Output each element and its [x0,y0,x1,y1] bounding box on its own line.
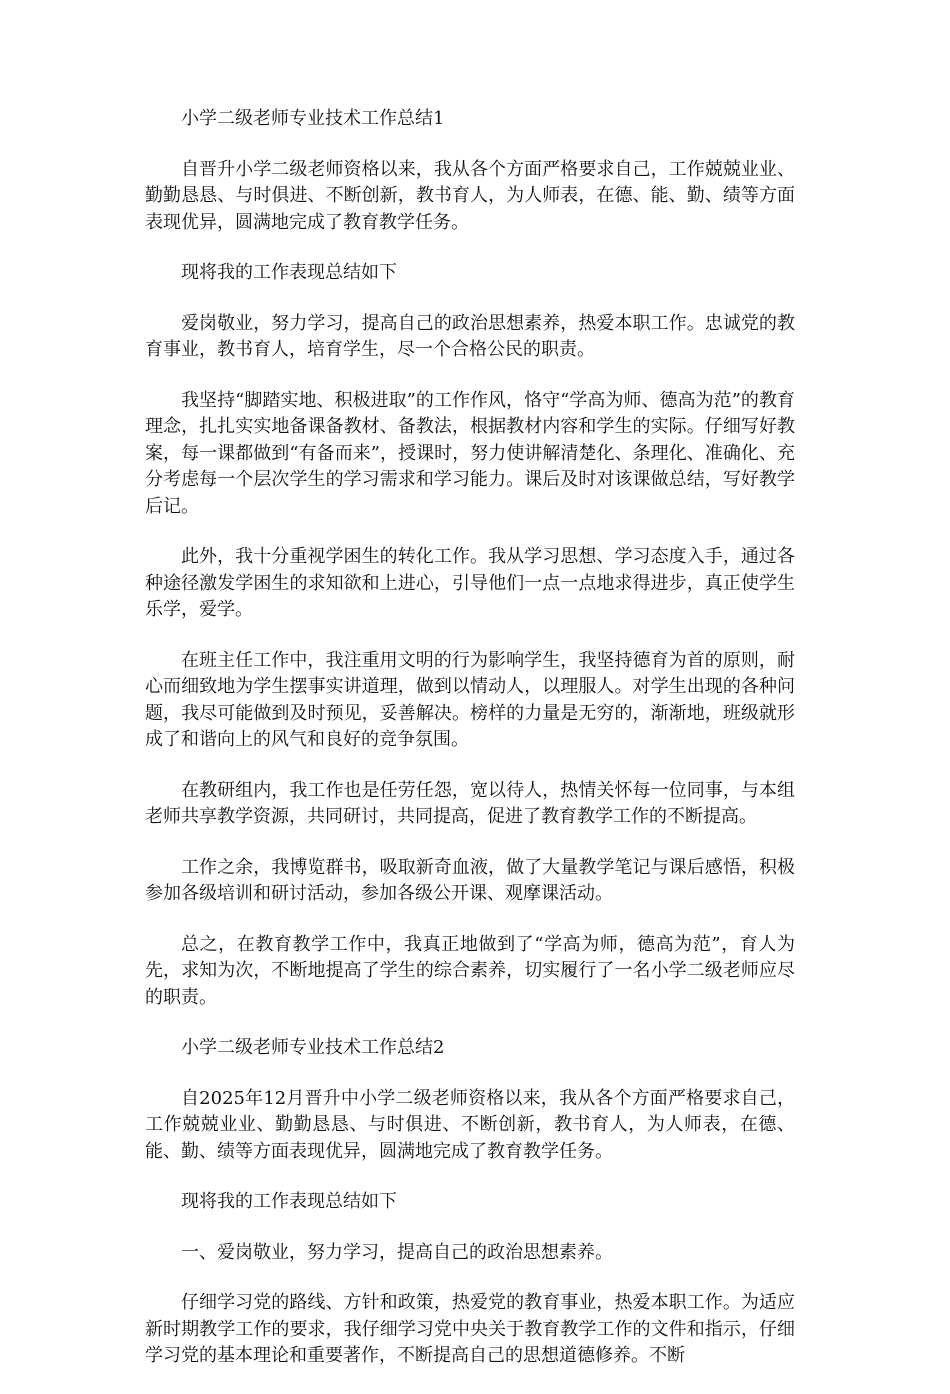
section-title-1: 小学二级老师专业技术工作总结1 [181,108,445,129]
section-title-2: 小学二级老师专业技术工作总结2 [181,1037,445,1058]
paragraph: 此外，我十分重视学困生的转化工作。我从学习思想、学习态度入手，通过各种途径激发学困生的求知欲和上进心，引导他们一点一点地求得进步，真正使学生乐学，爱学。 [145,546,795,620]
document-body [145,106,795,1394]
paragraph: 自2025年12月晋升中小学二级老师资格以来，我从各个方面严格要求自己，工作兢兢业业、勤勤恳恳、与时俱进、不断创新，教书育人，为人师表，在德、能、勤、绩等方面表现优异，圆满地完成了教育教学任务。 [145,1087,795,1162]
paragraph: 总之，在教育教学工作中，我真正地做到了“学高为师，德高为范”，育人为先，求知为次，不断地提高了学生的综合素养，切实履行了一名小学二级老师应尽的职责。 [145,933,795,1008]
paragraph: 在班主任工作中，我注重用文明的行为影响学生，我坚持德育为首的原则，耐心而细致地为学生摆事实讲道理，做到以情动人，以理服人。对学生出现的各种问题，我尽可能做到及时预见，妥善解决。榜样的力量是无穷的，渐渐地，班级就形成了和谐向上的风气和良好的竞争氛围。 [145,649,795,750]
paragraph: 现将我的工作表现总结如下 [181,1191,397,1212]
paragraph: 自晋升小学二级老师资格以来，我从各个方面严格要求自己，工作兢兢业业、勤勤恳恳、与时俱进、不断创新，教书育人，为人师表，在德、能、勤、绩等方面表现优异，圆满地完成了教育教学任务。 [145,158,795,233]
paragraph: 我坚持“脚踏实地、积极进取”的工作作风，恪守“学高为师、德高为范”的教育理念，扎扎实实地备课备教材、备教法，根据教材内容和学生的实际。仔细写好教案，每一课都做到“有备而来”，授课时，努力使讲解清楚化、条理化、准确化、充分考虑每一个层次学生的学习需求和学习能力。课后及时对该课做总结，写好教学后记。 [145,389,795,517]
paragraph: 在教研组内，我工作也是任劳任怨，宽以待人，热情关怀每一位同事，与本组老师共享教学资源，共同研讨，共同提高，促进了教育教学工作的不断提高。 [145,779,795,827]
paragraph: 爱岗敬业，努力学习，提高自己的政治思想素养，热爱本职工作。忠诚党的教育事业，教书育人，培育学生，尽一个合格公民的职责。 [145,312,795,360]
paragraph: 仔细学习党的路线、方针和政策，热爱党的教育事业，热爱本职工作。为适应新时期教学工作的要求，我仔细学习党中央关于教育教学工作的文件和指示，仔细学习党的基本理论和重要著作，不断提高自己的思想道德修养。不断 [145,1292,795,1366]
paragraph: 一、爱岗敬业，努力学习，提高自己的政治思想素养。 [181,1241,613,1263]
paragraph: 现将我的工作表现总结如下 [181,262,397,283]
paragraph: 工作之余，我博览群书，吸取新奇血液，做了大量教学笔记与课后感悟，积极参加各级培训和研讨活动，参加各级公开课、观摩课活动。 [145,856,795,904]
